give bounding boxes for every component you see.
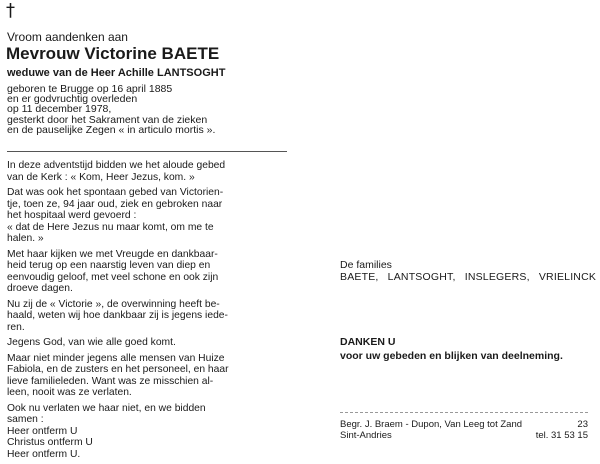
prayer-line: heid terug op een naarstig leven van diep en bbox=[7, 260, 211, 271]
printer-divider bbox=[340, 412, 588, 413]
prayer-line: In deze adventstijd bidden we het aloude gebed bbox=[7, 160, 226, 171]
thanks-text: voor uw gebeden en blijken van deelneming. bbox=[340, 350, 563, 362]
bio-block bbox=[7, 84, 215, 135]
prayer-line: leen, nooit was ze verlaten. bbox=[7, 387, 132, 398]
prayer-line: « dat de Here Jezus nu maar komt, om me te bbox=[7, 221, 214, 233]
deceased-name: Mevrouw Victorine BAETE bbox=[6, 44, 220, 63]
prayer-line: Jegens God, van wie alle goed komt. bbox=[7, 337, 176, 348]
prayer-line: tje, toen ze, 94 jaar oud, ziek en gebroken naar bbox=[7, 198, 223, 210]
families-label: De families bbox=[340, 259, 392, 271]
thanks-title: DANKEN U bbox=[340, 336, 396, 348]
intro-text: Vroom aandenken aan bbox=[7, 30, 128, 44]
prayer-line: ren. bbox=[7, 321, 25, 333]
prayer-line: eenvoudig geloof, met veel schone en ook zijn bbox=[7, 271, 219, 283]
printer-phone: tel. 31 53 15 bbox=[535, 430, 588, 441]
prayer-paragraph bbox=[7, 403, 283, 461]
prayer-paragraph bbox=[7, 299, 283, 334]
prayer-line: halen. » bbox=[7, 233, 44, 244]
prayer-line: van de Kerk : « Kom, Heer Jezus, kom. » bbox=[7, 171, 195, 183]
prayer-line: Nu zij de « Victorie », de overwinning heeft be- bbox=[7, 298, 220, 310]
prayer-line: Dat was ook het spontaan gebed van Victorien- bbox=[7, 187, 224, 198]
prayer-line: samen : bbox=[7, 414, 44, 425]
prayer-line: Maar niet minder jegens alle mensen van Huize bbox=[7, 352, 225, 364]
prayer-paragraph bbox=[7, 249, 283, 295]
prayer-line: Fabiola, en de zusters en het personeel, en haar bbox=[7, 364, 229, 375]
prayer-line: lieve familieleden. Want was ze misschien al- bbox=[7, 375, 214, 387]
bio-line: en er godvruchtig overleden bbox=[7, 93, 138, 106]
bio-line: geboren te Brugge op 16 april 1885 bbox=[7, 83, 173, 95]
prayer-line: Heer ontferm U. bbox=[7, 448, 81, 460]
prayer-line: haald, weten wij hoe dankbaar zij is jegens iede- bbox=[7, 310, 228, 321]
printer-name: Begr. J. Braem - Dupon, Van Leeg tot Zand bbox=[340, 419, 523, 430]
bio-line: op 11 december 1978, bbox=[7, 103, 112, 116]
prayer-line: Met haar kijken we met Vreugde en dankbaar- bbox=[7, 248, 218, 260]
prayer-line: droeve dagen. bbox=[7, 283, 73, 294]
printer-city: Sint-Andries bbox=[340, 430, 392, 441]
prayer-line: Christus ontferm U bbox=[7, 437, 93, 448]
prayer-paragraph bbox=[7, 160, 283, 183]
printer-number: 23 bbox=[577, 419, 588, 430]
bio-line: gesterkt door het Sakrament van de zieken bbox=[7, 113, 208, 126]
prayer-paragraph bbox=[7, 353, 283, 399]
families-names: BAETE, LANTSOGHT, INSLEGERS, VRIELINCK bbox=[340, 271, 597, 283]
cross-icon: † bbox=[6, 0, 15, 21]
prayer-paragraph bbox=[7, 337, 283, 349]
bio-line: en de pauselijke Zegen « in articulo mortis ». bbox=[7, 123, 216, 136]
widow-line: weduwe van de Heer Achille LANTSOGHT bbox=[7, 67, 226, 79]
prayer-paragraph bbox=[7, 187, 283, 245]
prayer-line: Heer ontferm U bbox=[7, 425, 78, 437]
printer-info bbox=[340, 419, 588, 441]
prayer-text bbox=[7, 160, 283, 464]
divider bbox=[7, 151, 287, 152]
prayer-line: het hospitaal werd gevoerd : bbox=[7, 210, 137, 221]
prayer-line: Ook nu verlaten we haar niet, en we bidden bbox=[7, 402, 206, 414]
